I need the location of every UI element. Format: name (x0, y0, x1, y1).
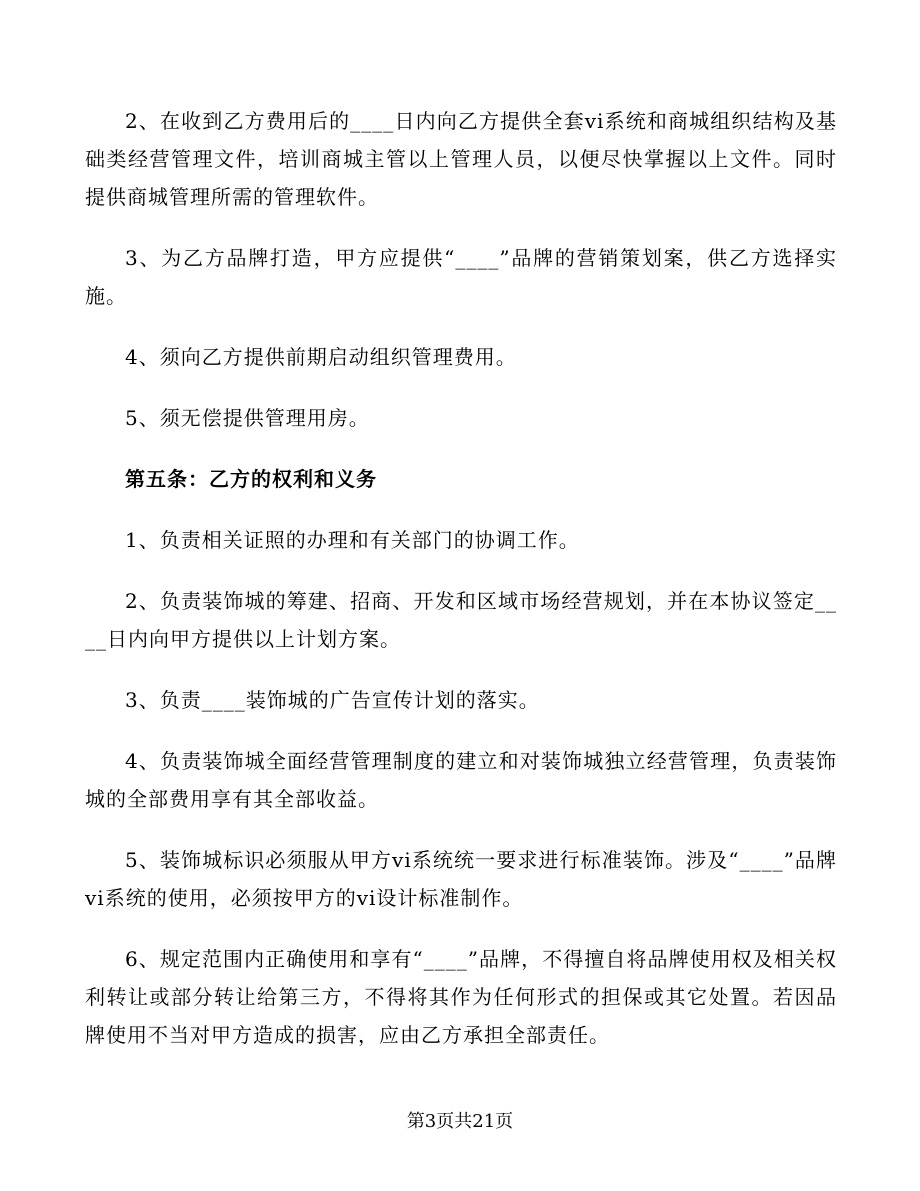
paragraph-item-4-first-party: 4、须向乙方提供前期启动组织管理费用。 (125, 345, 517, 369)
document-body (85, 102, 837, 1077)
page-number-footer: 第3页共21页 (406, 1111, 514, 1132)
section-heading-article-5: 第五条：乙方的权利和义务 (125, 467, 377, 491)
paragraph-item-5-first-party: 5、须无偿提供管理用房。 (125, 406, 370, 430)
paragraph-item-2-first-party: 2、在收到乙方费用后的____日内向乙方提供全套vi系统和商城组织结构及基础类经营管理文件，培训商城主管以上管理人员，以便尽快掌握以上文件。同时提供商城管理所需的管理软件。 (85, 109, 837, 209)
paragraph-item-3-first-party: 3、为乙方品牌打造，甲方应提供“____”品牌的营销策划案，供乙方选择实施。 (85, 246, 837, 308)
paragraph-item-2-second-party: 2、负责装饰城的筹建、招商、开发和区域市场经营规划，并在本协议签定____日内向甲方提供以上计划方案。 (85, 589, 837, 651)
paragraph-item-5-second-party: 5、装饰城标识必须服从甲方vi系统统一要求进行标准装饰。涉及“____”品牌vi系统的使用，必须按甲方的vi设计标准制作。 (85, 848, 837, 910)
paragraph-item-6-second-party: 6、规定范围内正确使用和享有“____”品牌，不得擅自将品牌使用权及相关权利转让或部分转让给第三方，不得将其作为任何形式的担保或其它处置。若因品牌使用不当对甲方造成的损害，应由乙方承担全部责任。 (85, 947, 837, 1047)
paragraph-item-4-second-party: 4、负责装饰城全面经营管理制度的建立和对装饰城独立经营管理，负责装饰城的全部费用享有其全部收益。 (85, 749, 837, 811)
paragraph-item-1-second-party: 1、负责相关证照的办理和有关部门的协调工作。 (125, 528, 580, 552)
paragraph-item-3-second-party: 3、负责____装饰城的广告宣传计划的落实。 (125, 688, 540, 712)
